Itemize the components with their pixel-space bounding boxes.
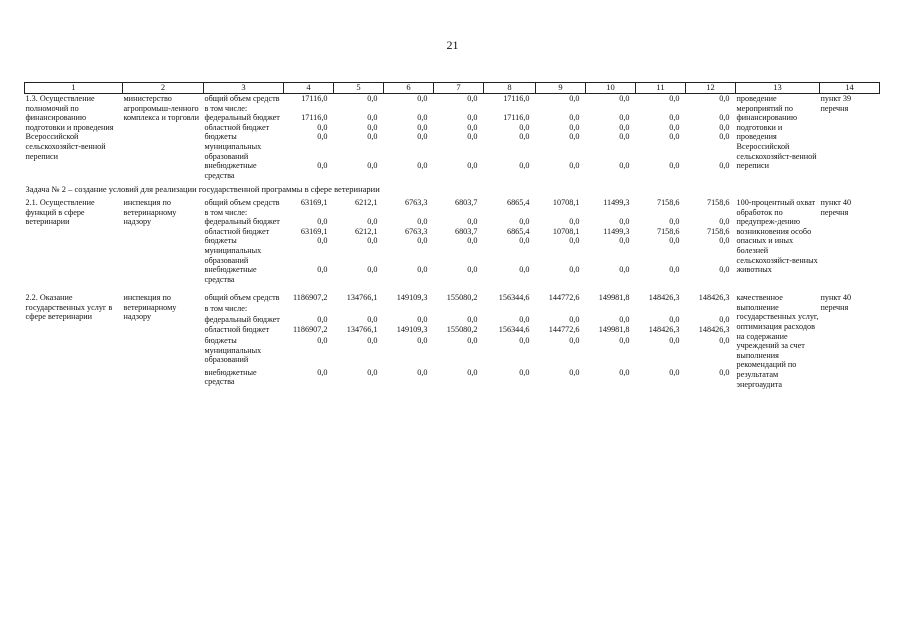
value-cell: 0,0 bbox=[367, 217, 378, 227]
value-cell: 0,0 bbox=[669, 132, 680, 142]
value-cell: 0,0 bbox=[367, 367, 378, 377]
value-cell: 155080,2 bbox=[446, 325, 478, 335]
value-cell: 0,0 bbox=[417, 265, 428, 275]
header-cell: 10 bbox=[586, 83, 636, 94]
block-1-first-row bbox=[25, 94, 880, 104]
value-cell: 0,0 bbox=[367, 113, 378, 123]
value-cell: 0,0 bbox=[317, 236, 328, 246]
funding-label: федеральный бюджет bbox=[204, 113, 280, 123]
value-cell bbox=[586, 304, 636, 315]
value-cell: 0,0 bbox=[367, 236, 378, 246]
funding-label: бюджеты муниципальных образований bbox=[204, 335, 262, 365]
funding-label: областной бюджет bbox=[204, 226, 270, 236]
value-cell: 1186907,2 bbox=[293, 325, 328, 335]
value-cell: 0,0 bbox=[619, 113, 630, 123]
value-cell: 0,0 bbox=[317, 367, 328, 377]
value-cell: 0,0 bbox=[367, 122, 378, 132]
value-cell: 0,0 bbox=[619, 122, 630, 132]
value-cell: 0,0 bbox=[719, 161, 730, 171]
value-cell: 0,0 bbox=[719, 94, 730, 103]
value-cell bbox=[686, 104, 736, 114]
value-cell: 6803,7 bbox=[454, 197, 478, 207]
value-cell bbox=[586, 104, 636, 114]
activity-cell: 2.2. Оказание государственных услуг в сфере ветеринарии bbox=[25, 293, 113, 322]
value-cell: 0,0 bbox=[569, 335, 580, 345]
value-cell bbox=[636, 304, 686, 315]
funding-label: федеральный бюджет bbox=[204, 217, 280, 227]
value-cell: 0,0 bbox=[317, 122, 328, 132]
block-3-first-row bbox=[25, 293, 880, 304]
value-cell: 0,0 bbox=[569, 367, 580, 377]
value-cell: 0,0 bbox=[569, 122, 580, 132]
page-number: 21 bbox=[446, 38, 459, 52]
value-cell: 0,0 bbox=[619, 132, 630, 142]
activity-cell: 2.1. Осуществление функций в сфере ветеринарии bbox=[25, 197, 95, 227]
header-cell: 12 bbox=[686, 83, 736, 94]
value-cell: 0,0 bbox=[519, 161, 530, 171]
value-cell: 155080,2 bbox=[446, 293, 478, 303]
value-cell: 0,0 bbox=[719, 335, 730, 345]
value-cell bbox=[334, 208, 384, 218]
funding-label: внебюджетные средства bbox=[204, 265, 257, 284]
value-cell: 0,0 bbox=[619, 236, 630, 246]
value-cell bbox=[334, 304, 384, 315]
value-cell: 6865,4 bbox=[506, 197, 530, 207]
value-cell: 0,0 bbox=[417, 335, 428, 345]
spacer-row bbox=[25, 284, 880, 293]
value-cell: 149981,8 bbox=[598, 325, 630, 335]
value-cell: 63169,1 bbox=[300, 197, 328, 207]
value-cell: 17116,0 bbox=[503, 94, 530, 103]
value-cell: 134766,1 bbox=[346, 325, 378, 335]
funding-label: областной бюджет bbox=[204, 325, 270, 335]
funding-label: в том числе: bbox=[204, 103, 248, 113]
value-cell: 148426,3 bbox=[648, 325, 680, 335]
task-heading: Задача № 2 – создание условий для реализации государственной программы в сфере ветеринарии bbox=[25, 184, 380, 195]
value-cell bbox=[636, 208, 686, 218]
header-cell: 2 bbox=[123, 83, 204, 94]
value-cell: 0,0 bbox=[719, 122, 730, 132]
value-cell: 0,0 bbox=[669, 335, 680, 345]
value-cell: 0,0 bbox=[367, 132, 378, 142]
value-cell: 149981,8 bbox=[598, 293, 630, 303]
value-cell: 0,0 bbox=[367, 161, 378, 171]
value-cell: 0,0 bbox=[569, 265, 580, 275]
value-cell: 0,0 bbox=[719, 265, 730, 275]
value-cell bbox=[536, 104, 586, 114]
value-cell: 148426,3 bbox=[698, 325, 730, 335]
header-cell: 8 bbox=[484, 83, 536, 94]
value-cell: 0,0 bbox=[317, 132, 328, 142]
value-cell: 149109,3 bbox=[396, 325, 428, 335]
header-cell: 14 bbox=[820, 83, 880, 94]
value-cell: 0,0 bbox=[719, 236, 730, 246]
value-cell: 10708,1 bbox=[552, 226, 580, 236]
value-cell: 0,0 bbox=[569, 161, 580, 171]
funding-label: общий объем средств bbox=[204, 94, 280, 103]
value-cell bbox=[484, 208, 536, 218]
result-cell: 100-процентный охват обработок по предупреж-дению возникновения особо опасных и иных болезней сельскохозяйст-венных животных bbox=[736, 197, 818, 275]
value-cell: 0,0 bbox=[619, 335, 630, 345]
value-cell: 6212,1 bbox=[354, 197, 378, 207]
header-cell: 3 bbox=[204, 83, 284, 94]
value-cell: 0,0 bbox=[467, 122, 478, 132]
value-cell: 0,0 bbox=[367, 335, 378, 345]
header-cell: 9 bbox=[536, 83, 586, 94]
value-cell: 0,0 bbox=[619, 161, 630, 171]
value-cell: 0,0 bbox=[417, 236, 428, 246]
value-cell: 0,0 bbox=[467, 161, 478, 171]
value-cell bbox=[284, 104, 334, 114]
funding-label: общий объем средств bbox=[204, 293, 280, 303]
value-cell: 0,0 bbox=[417, 314, 428, 324]
value-cell: 0,0 bbox=[619, 367, 630, 377]
task-row bbox=[25, 180, 880, 198]
value-cell: 0,0 bbox=[669, 113, 680, 123]
value-cell: 0,0 bbox=[619, 314, 630, 324]
value-cell: 149109,3 bbox=[396, 293, 428, 303]
value-cell bbox=[384, 104, 434, 114]
value-cell: 17116,0 bbox=[503, 113, 530, 123]
funding-label: внебюджетные средства bbox=[204, 161, 257, 180]
value-cell: 0,0 bbox=[367, 314, 378, 324]
value-cell bbox=[686, 304, 736, 315]
value-cell bbox=[384, 304, 434, 315]
value-cell: 6763,3 bbox=[404, 197, 428, 207]
value-cell: 0,0 bbox=[719, 217, 730, 227]
value-cell bbox=[434, 208, 484, 218]
value-cell: 11499,3 bbox=[603, 197, 630, 207]
value-cell bbox=[636, 104, 686, 114]
executor-cell: инспекция по ветеринарному надзору bbox=[123, 293, 177, 322]
value-cell bbox=[586, 208, 636, 218]
value-cell bbox=[384, 208, 434, 218]
funding-label: областной бюджет bbox=[204, 122, 270, 132]
value-cell: 0,0 bbox=[669, 161, 680, 171]
value-cell: 0,0 bbox=[719, 367, 730, 377]
value-cell: 0,0 bbox=[669, 236, 680, 246]
value-cell: 0,0 bbox=[569, 94, 580, 103]
value-cell bbox=[334, 104, 384, 114]
value-cell bbox=[284, 208, 334, 218]
value-cell bbox=[434, 104, 484, 114]
value-cell: 0,0 bbox=[669, 94, 680, 103]
value-cell: 134766,1 bbox=[346, 293, 378, 303]
value-cell: 156344,6 bbox=[498, 325, 530, 335]
value-cell: 7158,6 bbox=[706, 197, 730, 207]
header-cell: 13 bbox=[736, 83, 820, 94]
value-cell: 0,0 bbox=[417, 161, 428, 171]
value-cell: 0,0 bbox=[417, 217, 428, 227]
executor-cell: министерство агропромыш-ленного комплекса и торговли bbox=[123, 94, 200, 123]
executor-cell: инспекция по ветеринарному надзору bbox=[123, 197, 177, 227]
value-cell: 0,0 bbox=[417, 122, 428, 132]
reference-cell: пункт 40 перечня bbox=[820, 293, 852, 312]
value-cell: 6212,1 bbox=[354, 226, 378, 236]
value-cell: 0,0 bbox=[317, 161, 328, 171]
result-cell: качественное выполнение государственных услуг, оптимизация расходов на содержание учреждений за счет выполнения рекомендаций по результатам энергоаудита bbox=[736, 293, 819, 389]
header-cell: 5 bbox=[334, 83, 384, 94]
value-cell: 0,0 bbox=[519, 122, 530, 132]
value-cell: 0,0 bbox=[619, 217, 630, 227]
result-cell: проведение мероприятий по финансированию подготовки и проведения Всероссийской сельскохозяйст-венной переписи bbox=[736, 94, 817, 171]
funding-label: общий объем средств bbox=[204, 197, 280, 207]
value-cell bbox=[536, 208, 586, 218]
value-cell: 0,0 bbox=[467, 94, 478, 103]
value-cell: 0,0 bbox=[519, 314, 530, 324]
value-cell bbox=[284, 304, 334, 315]
value-cell: 0,0 bbox=[467, 265, 478, 275]
value-cell: 0,0 bbox=[367, 94, 378, 103]
value-cell: 0,0 bbox=[569, 217, 580, 227]
value-cell: 144772,6 bbox=[548, 325, 580, 335]
funding-label: в том числе: bbox=[204, 303, 248, 313]
funding-label: бюджеты муниципальных образований bbox=[204, 236, 262, 265]
value-cell: 0,0 bbox=[619, 265, 630, 275]
value-cell: 1186907,2 bbox=[293, 293, 328, 303]
value-cell: 6763,3 bbox=[404, 226, 428, 236]
header-cell: 11 bbox=[636, 83, 686, 94]
value-cell: 0,0 bbox=[669, 217, 680, 227]
value-cell: 0,0 bbox=[417, 113, 428, 123]
value-cell: 0,0 bbox=[519, 367, 530, 377]
value-cell: 0,0 bbox=[719, 132, 730, 142]
value-cell: 144772,6 bbox=[548, 293, 580, 303]
value-cell: 156344,6 bbox=[498, 293, 530, 303]
value-cell: 148426,3 bbox=[648, 293, 680, 303]
value-cell bbox=[484, 104, 536, 114]
value-cell: 0,0 bbox=[317, 217, 328, 227]
value-cell: 0,0 bbox=[467, 217, 478, 227]
value-cell: 0,0 bbox=[519, 217, 530, 227]
column-numbers-row bbox=[25, 83, 880, 94]
value-cell: 7158,6 bbox=[656, 226, 680, 236]
funding-label: в том числе: bbox=[204, 207, 248, 217]
value-cell bbox=[484, 304, 536, 315]
value-cell: 10708,1 bbox=[552, 197, 580, 207]
reference-cell: пункт 40 перечня bbox=[820, 197, 852, 217]
header-cell: 6 bbox=[384, 83, 434, 94]
value-cell: 0,0 bbox=[519, 132, 530, 142]
value-cell: 148426,3 bbox=[698, 293, 730, 303]
value-cell: 7158,6 bbox=[656, 197, 680, 207]
value-cell: 7158,6 bbox=[706, 226, 730, 236]
value-cell: 0,0 bbox=[317, 335, 328, 345]
value-cell: 0,0 bbox=[569, 113, 580, 123]
header-cell: 1 bbox=[25, 83, 123, 94]
value-cell: 0,0 bbox=[317, 314, 328, 324]
value-cell: 0,0 bbox=[569, 132, 580, 142]
funding-label: внебюджетные средства bbox=[204, 367, 257, 387]
value-cell: 0,0 bbox=[569, 236, 580, 246]
funding-label: бюджеты муниципальных образований bbox=[204, 132, 262, 161]
value-cell: 0,0 bbox=[467, 314, 478, 324]
value-cell: 6865,4 bbox=[506, 226, 530, 236]
header-cell: 7 bbox=[434, 83, 484, 94]
value-cell: 0,0 bbox=[519, 265, 530, 275]
value-cell: 0,0 bbox=[669, 265, 680, 275]
value-cell: 0,0 bbox=[669, 122, 680, 132]
value-cell: 0,0 bbox=[317, 265, 328, 275]
value-cell: 11499,3 bbox=[603, 226, 630, 236]
value-cell: 0,0 bbox=[417, 132, 428, 142]
value-cell: 0,0 bbox=[467, 236, 478, 246]
reference-cell: пункт 39 перечня bbox=[820, 94, 852, 113]
block-2-first-row bbox=[25, 198, 880, 208]
value-cell: 0,0 bbox=[467, 367, 478, 377]
value-cell: 0,0 bbox=[519, 335, 530, 345]
funding-label: федеральный бюджет bbox=[204, 314, 280, 324]
value-cell: 6803,7 bbox=[454, 226, 478, 236]
value-cell: 0,0 bbox=[569, 314, 580, 324]
value-cell: 0,0 bbox=[669, 367, 680, 377]
value-cell: 0,0 bbox=[719, 113, 730, 123]
value-cell: 0,0 bbox=[519, 236, 530, 246]
value-cell: 0,0 bbox=[417, 94, 428, 103]
value-cell bbox=[686, 208, 736, 218]
program-table bbox=[24, 82, 880, 389]
activity-cell: 1.3. Осуществление полномочий по финансированию подготовки и проведения Всероссийской сельскохозяйст-венной переписи bbox=[25, 94, 114, 161]
value-cell bbox=[434, 304, 484, 315]
value-cell: 17116,0 bbox=[301, 94, 328, 103]
value-cell: 17116,0 bbox=[301, 113, 328, 123]
value-cell: 0,0 bbox=[467, 113, 478, 123]
value-cell: 0,0 bbox=[719, 314, 730, 324]
header-cell: 4 bbox=[284, 83, 334, 94]
value-cell: 0,0 bbox=[467, 335, 478, 345]
spacer-cell bbox=[25, 284, 880, 293]
value-cell bbox=[536, 304, 586, 315]
value-cell: 0,0 bbox=[417, 367, 428, 377]
value-cell: 0,0 bbox=[619, 94, 630, 103]
value-cell: 0,0 bbox=[367, 265, 378, 275]
value-cell: 0,0 bbox=[467, 132, 478, 142]
value-cell: 63169,1 bbox=[300, 226, 328, 236]
value-cell: 0,0 bbox=[669, 314, 680, 324]
